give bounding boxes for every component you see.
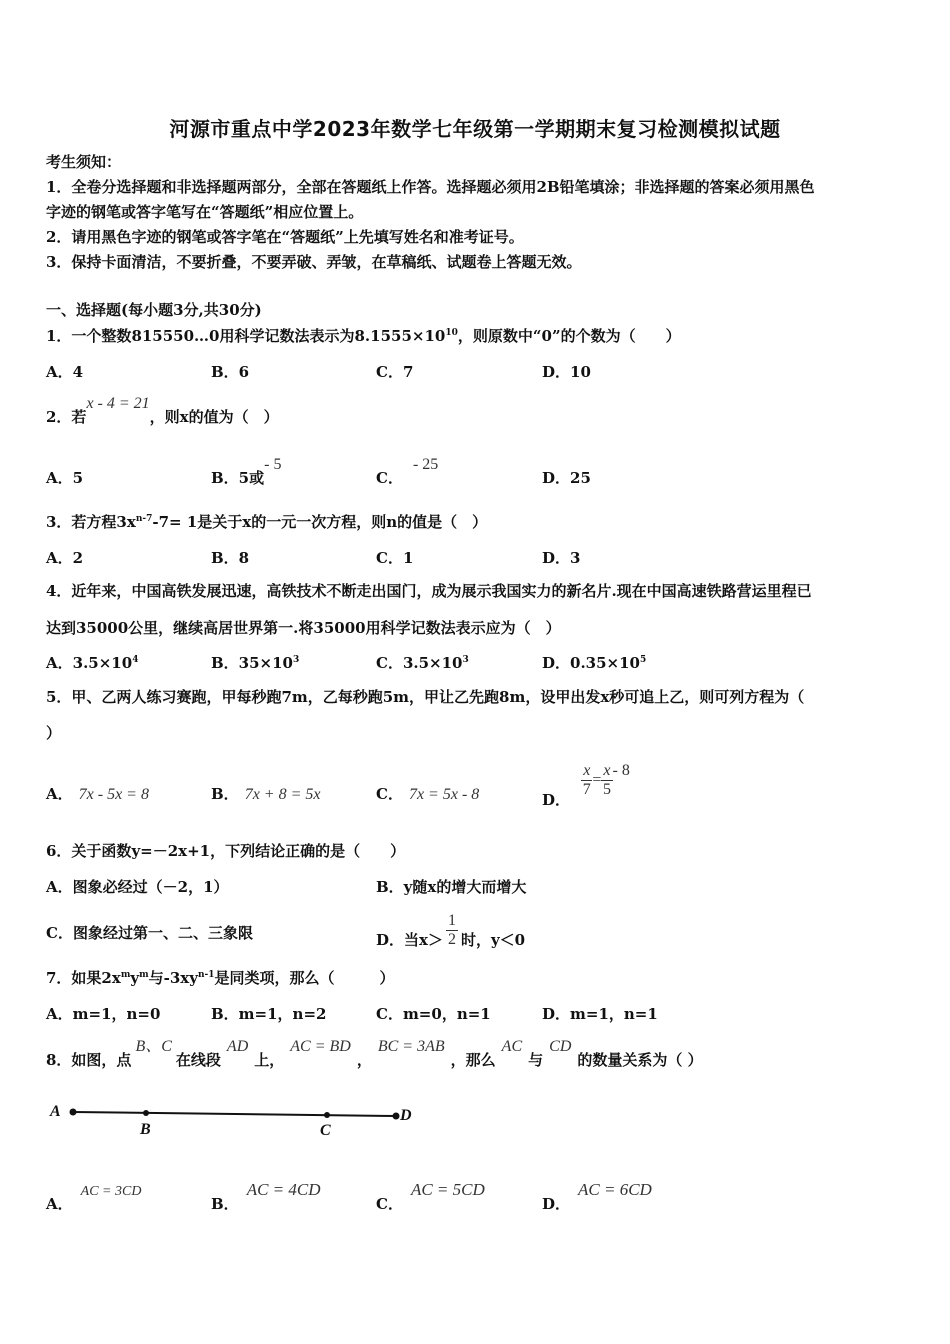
q8-option-b-math: AC = 4CD	[246, 1180, 321, 1199]
point-d	[393, 1113, 400, 1120]
notice-item: 2．请用黑色字迹的钢笔或答字笔在“答题纸”上先填写姓名和准考证号。	[46, 228, 524, 246]
q4-option-b-base: B．35×10	[211, 654, 293, 672]
q2-post: ，则x的值为（ ）	[149, 408, 279, 426]
q4-option-d-exponent: 5	[639, 655, 647, 665]
q4-option-c-base: C．3.5×10	[376, 654, 463, 672]
q2-pre: 2．若	[46, 408, 87, 426]
q7-option-c: C．m=0，n=1	[376, 1005, 491, 1023]
q5-option-b-label: B．	[211, 785, 239, 803]
q3-option-a: A．2	[46, 549, 84, 567]
q7-exponent: m	[139, 970, 149, 980]
q4-option-b-exponent: 3	[293, 655, 300, 665]
q2-option-b-math: - 5	[264, 456, 282, 473]
fraction-numerator: 1	[447, 912, 456, 929]
question-8	[46, 1038, 703, 1071]
q5-option-c-math: 7x = 5x - 8	[408, 786, 480, 803]
notice-item: 1．全卷分选择题和非选择题两部分，全部在答题纸上作答。选择题必须用2B铅笔填涂；非选择题的答案必须用黑色	[46, 178, 815, 196]
q5-option-a-label: A．	[46, 785, 73, 803]
question-7	[46, 968, 395, 988]
q5-option-d-fraction-2	[601, 762, 612, 799]
fraction-denominator: 5	[602, 781, 611, 798]
q8-math: AC	[501, 1038, 523, 1055]
q3-option-b: B．8	[211, 549, 250, 567]
q5-option-d-tail: - 8	[612, 761, 630, 779]
notice-heading: 考生须知：	[46, 153, 122, 171]
label-d: D	[400, 1107, 412, 1124]
q8-option-d-label: D．	[542, 1195, 571, 1213]
q2-option-c	[376, 456, 439, 488]
q4-option-c	[376, 652, 469, 673]
q5-option-c	[376, 783, 479, 804]
q8-option-c-label: C．	[376, 1195, 403, 1213]
q2-option-b	[211, 456, 282, 488]
equals-sign: =	[592, 771, 602, 789]
q2-equation: x - 4 = 21	[86, 395, 150, 412]
fraction-denominator: 2	[447, 931, 456, 948]
question-5-line-2: ）	[46, 724, 62, 742]
label-b: B	[140, 1121, 151, 1138]
q2-option-a: A．5	[46, 469, 84, 487]
q8-option-b-label: B．	[211, 1195, 239, 1213]
q4-option-a-exponent: 4	[132, 655, 139, 665]
q4-option-c-exponent: 3	[462, 655, 469, 665]
q5-option-c-label: C．	[376, 785, 403, 803]
q6-option-d-pre: D．当x＞	[376, 930, 443, 949]
q8-math: CD	[549, 1038, 572, 1055]
q7-part: 与-3xy	[148, 969, 198, 987]
section-heading: 一、选择题(每小题3分,共30分)	[46, 301, 262, 319]
q6-option-c: C．图象经过第一、二、三象限	[46, 924, 253, 942]
q6-option-b: B．y随x的增大而增大	[376, 878, 527, 896]
line-segment-ad	[73, 1112, 396, 1116]
q8-text: 与	[528, 1051, 544, 1069]
q3-option-c: C．1	[376, 549, 414, 567]
q2-option-c-text: C．	[376, 469, 403, 487]
fraction-numerator: x	[603, 762, 611, 779]
q1-stem-a: 1．一个整数815550…0用科学记数法表示为8.1555×10	[46, 327, 446, 345]
q5-option-b	[211, 783, 320, 804]
q1-stem-b: ，则原数中“0”的个数为（ ）	[457, 327, 681, 345]
q7-part: 是同类项，那么（ ）	[214, 969, 395, 987]
q1-option-a: A．4	[46, 363, 84, 381]
q3-option-d: D．3	[542, 549, 581, 567]
q7-exponent: n-1	[197, 970, 215, 980]
q8-option-d-math: AC = 6CD	[578, 1180, 652, 1199]
question-1	[46, 326, 681, 346]
q8-option-d	[542, 1180, 652, 1214]
q8-text: 的数量关系为（ ）	[577, 1051, 703, 1069]
q7-part: 7．如果2x	[46, 969, 121, 987]
q4-option-b	[211, 652, 299, 673]
q1-option-d: D．10	[542, 363, 591, 381]
page-title: 河源市重点中学2023年数学七年级第一学期期末复习检测模拟试题	[169, 117, 781, 141]
q8-option-c-math: AC = 5CD	[410, 1180, 485, 1199]
segment-figure	[44, 1098, 424, 1140]
q5-option-d	[542, 761, 630, 809]
q8-math: B、C	[135, 1038, 172, 1055]
q4-option-a	[46, 652, 138, 673]
q8-option-c	[376, 1180, 485, 1214]
q3-exponent: n-7	[135, 514, 153, 524]
q4-option-d-base: D．0.35×10	[542, 654, 640, 672]
q4-option-d	[542, 652, 646, 673]
q2-option-d: D．25	[542, 469, 591, 487]
q1-exponent: 10	[445, 328, 458, 338]
q8-math: BC = 3AB	[377, 1038, 445, 1055]
q2-option-c-math: - 25	[412, 456, 439, 473]
point-b	[143, 1110, 149, 1116]
q5-option-d-label: D．	[542, 790, 571, 809]
q7-option-a: A．m=1，n=0	[46, 1005, 161, 1023]
q5-option-d-fraction-1	[581, 762, 592, 799]
q8-text: 在线段	[175, 1051, 221, 1069]
q8-text: 8．如图，点	[46, 1051, 132, 1069]
notice-item: 3．保持卡面清洁，不要折叠，不要弄破、弄皱，在草稿纸、试题卷上答题无效。	[46, 253, 582, 271]
q8-option-a-math: AC = 3CD	[80, 1184, 142, 1199]
q8-option-a	[46, 1184, 142, 1214]
notice-item: 字迹的钢笔或答字笔写在“答题纸”相应位置上。	[46, 203, 364, 221]
question-5-line-1: 5．甲、乙两人练习赛跑，甲每秒跑7m，乙每秒跑5m，甲让乙先跑8m，设甲出发x秒可追上乙，则可列方程为（	[46, 688, 805, 706]
q6-option-d-fraction	[446, 912, 458, 949]
q1-option-c: C．7	[376, 363, 414, 381]
q8-option-a-label: A．	[46, 1195, 73, 1213]
q3-stem-a: 3．若方程3x	[46, 513, 136, 531]
q3-stem-b: -7= 1是关于x的一元一次方程，则n的值是（ ）	[152, 513, 488, 531]
q2-option-b-text: B．5或	[211, 469, 265, 487]
q8-option-b	[211, 1180, 321, 1214]
question-3	[46, 512, 487, 532]
question-4-line-1: 4．近年来，中国高铁发展迅速，高铁技术不断走出国门，成为展示我国实力的新名片.现在中国高速铁路营运里程已	[46, 582, 812, 600]
q5-option-b-math: 7x + 8 = 5x	[244, 786, 321, 803]
q1-option-b: B．6	[211, 363, 250, 381]
label-c: C	[320, 1122, 331, 1139]
point-a	[70, 1109, 77, 1116]
q4-option-a-base: A．3.5×10	[46, 654, 133, 672]
q6-option-a: A．图象必经过（－2，1）	[46, 878, 229, 896]
q8-math: AC = BD	[290, 1038, 351, 1055]
q8-text: 上，	[254, 1051, 285, 1069]
q7-option-d: D．m=1，n=1	[542, 1005, 658, 1023]
q7-part: y	[130, 969, 140, 987]
question-2	[46, 395, 279, 428]
question-6: 6．关于函数y=－2x+1，下列结论正确的是（ ）	[46, 842, 406, 860]
question-4-line-2: 达到35000公里，继续高居世界第一.将35000用科学记数法表示应为（ ）	[46, 619, 561, 637]
q8-text: ，那么	[450, 1051, 496, 1069]
point-c	[324, 1112, 330, 1118]
fraction-denominator: 7	[582, 781, 591, 798]
q8-text: ，	[356, 1051, 372, 1069]
label-a: A	[50, 1103, 61, 1120]
q7-exponent: m	[120, 970, 131, 980]
fraction-numerator: x	[583, 762, 591, 779]
q8-math: AD	[226, 1038, 249, 1055]
q5-option-a-math: 7x - 5x = 8	[78, 786, 149, 803]
q6-option-d	[376, 912, 525, 949]
q7-option-b: B．m=1，n=2	[211, 1005, 327, 1023]
q6-option-d-post: 时，y＜0	[460, 930, 526, 949]
q5-option-a	[46, 783, 149, 804]
